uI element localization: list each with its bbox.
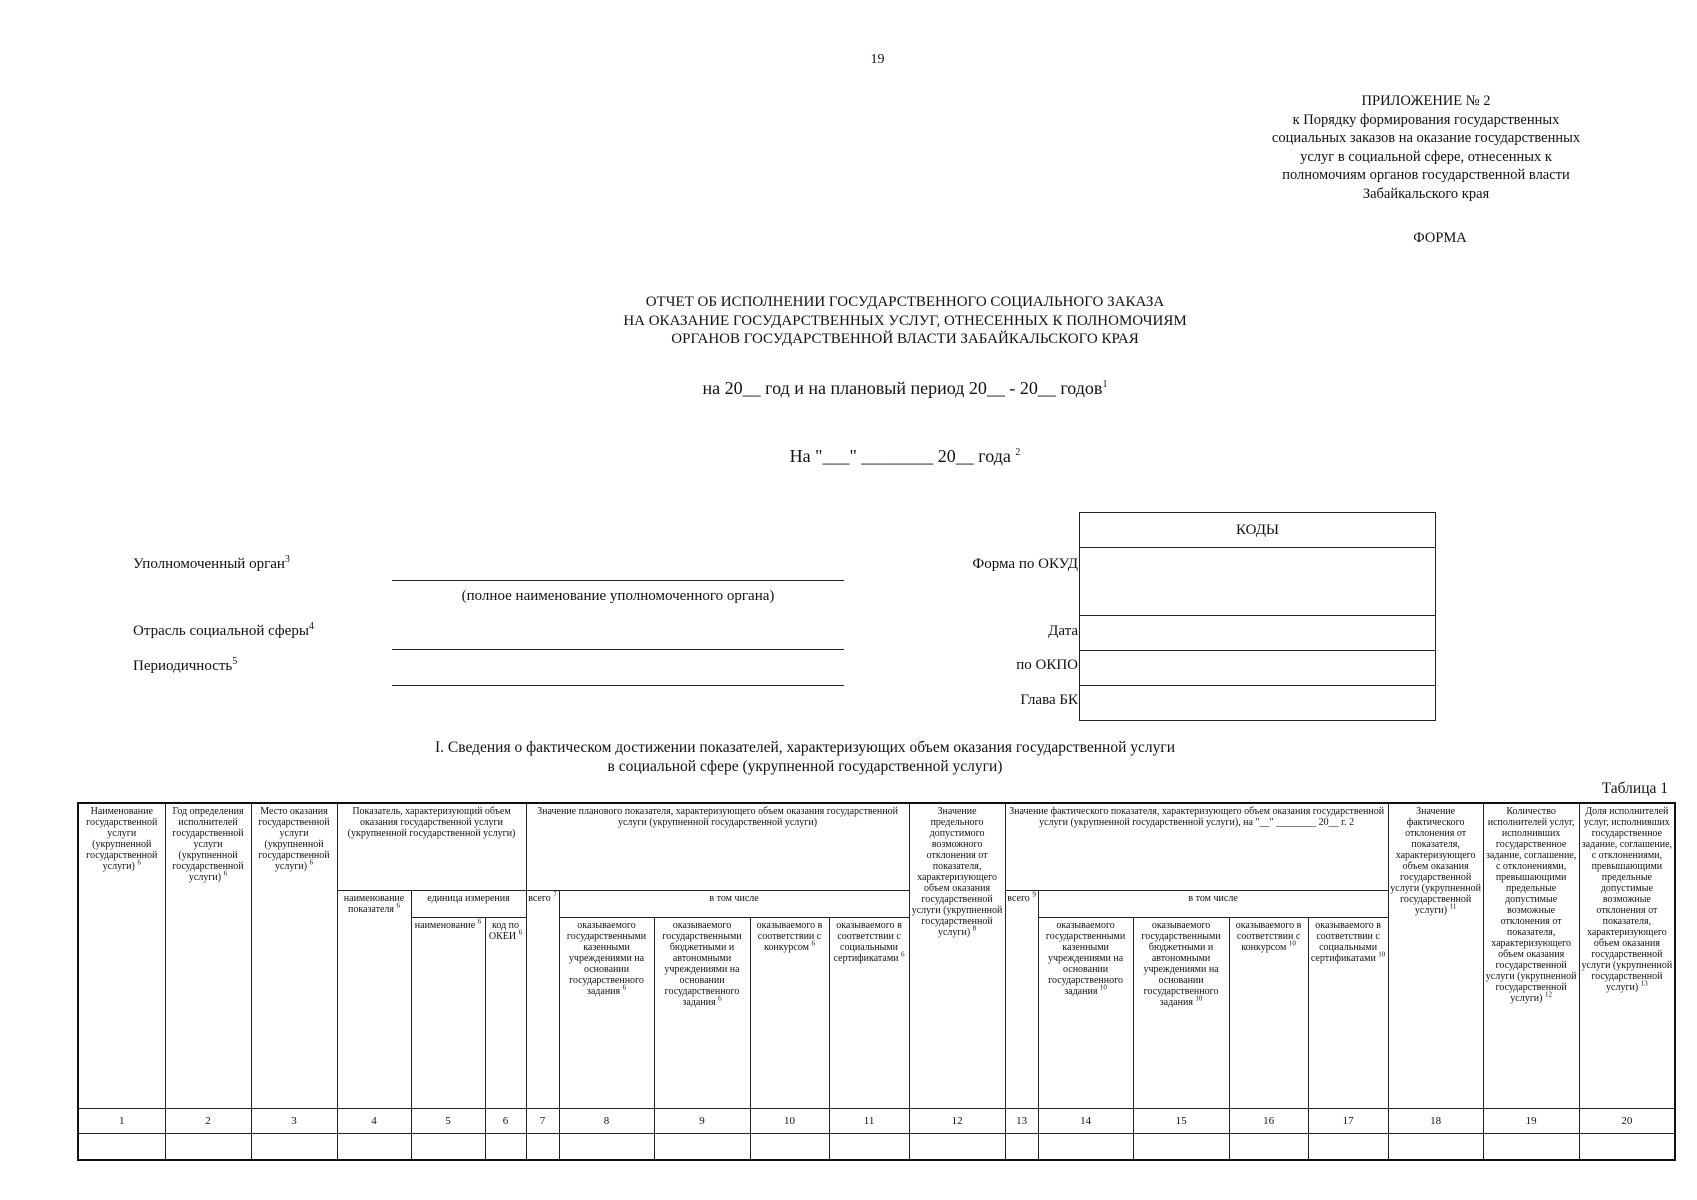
report-title-line: НА ОКАЗАНИЕ ГОСУДАРСТВЕННЫХ УСЛУГ, ОТНЕСЕННЫХ К ПОЛНОМОЧИЯМ [623, 312, 1187, 329]
table-label: Таблица 1 [1601, 780, 1668, 797]
bk-code-cell[interactable] [1080, 686, 1436, 721]
form-label: ФОРМА [1413, 230, 1467, 246]
okud-code-cell[interactable] [1080, 548, 1436, 616]
social-sector-field[interactable] [392, 648, 844, 650]
okpo-code-cell[interactable] [1080, 651, 1436, 686]
table-cell[interactable] [1038, 1134, 1133, 1161]
column-number: 1 [78, 1109, 165, 1134]
column-number: 12 [909, 1109, 1005, 1134]
table-cell[interactable] [750, 1134, 829, 1161]
appendix-line: Забайкальского края [1362, 185, 1490, 202]
header-cell: Наименование государственной услуги (укрупненной государственной услуги) $^6$ [78, 803, 165, 1109]
column-number: 14 [1038, 1109, 1133, 1134]
header-cell: Количество исполнителей услуг, исполнивших государственное задание, соглашение, с отклонениями, превышающими предельные допустимые возможные отклонения от показателя, характеризующего объем оказания государственной услуги (укрупненной государственной услуги) $^{12}$ [1483, 803, 1579, 1109]
section-title [300, 739, 1310, 776]
table-row [78, 1134, 1675, 1161]
authorized-body-field[interactable] [392, 579, 844, 581]
codes-table [1079, 512, 1436, 721]
column-number: 15 [1133, 1109, 1229, 1134]
appendix-block [1230, 92, 1622, 203]
table-cell[interactable] [411, 1134, 485, 1161]
column-number: 7 [526, 1109, 559, 1134]
report-title-line: ОТЧЕТ ОБ ИСПОЛНЕНИИ ГОСУДАРСТВЕННОГО СОЦИАЛЬНОГО ЗАКАЗА [645, 294, 1165, 310]
header-cell: оказываемого в соответствии с социальными сертификатами $^{10}$ [1308, 918, 1388, 1109]
column-number: 6 [485, 1109, 526, 1134]
header-cell: Доля исполнителей услуг, исполнивших государственное задание, соглашение, с отклонениями, превышающими предельные допустимые возможные отклонения от показателя, характеризующего объем оказания государственной услуги (укрупненной государственной услуги) $^{13}$ [1579, 803, 1675, 1109]
table-cell[interactable] [78, 1134, 165, 1161]
section-title-line: I. Сведения о фактическом достижении показателей, характеризующих объем оказания государственной услуги [434, 739, 1176, 756]
column-number: 11 [829, 1109, 909, 1134]
header-cell: Показатель, характеризующий объем оказания государственной услуги (укрупненной государственной услуги) [337, 803, 526, 891]
codes-header: КОДЫ [1080, 513, 1436, 548]
table-cell[interactable] [1133, 1134, 1229, 1161]
header-cell: в том числе [559, 891, 909, 918]
date-code-cell[interactable] [1080, 616, 1436, 651]
table-cell[interactable] [654, 1134, 750, 1161]
header-cell: оказываемого государственными бюджетными и автономными учреждениями на основании государственного задания $^6$ [654, 918, 750, 1109]
appendix-line: услуг в социальной сфере, отнесенных к [1300, 148, 1552, 165]
column-number: 13 [1005, 1109, 1038, 1134]
header-cell: всего $^9$ [1005, 891, 1038, 1109]
header-cell: наименование $^6$ [411, 918, 485, 1109]
header-cell: Год определения исполнителей государственной услуги (укрупненной государственной услуги) $^6$ [165, 803, 251, 1109]
table-cell[interactable] [909, 1134, 1005, 1161]
periodicity-field[interactable] [392, 684, 844, 686]
header-cell: в том числе [1038, 891, 1388, 918]
table-cell[interactable] [1308, 1134, 1388, 1161]
header-cell: Значение предельного допустимого возможного отклонения от показателя, характеризующего объем оказания государственной услуги (укрупненной государственной услуги) $^8$ [909, 803, 1005, 1109]
column-number-row [78, 1109, 1675, 1134]
header-cell: оказываемого государственными бюджетными и автономными учреждениями на основании государственного задания $^{10}$ [1133, 918, 1229, 1109]
column-number: 5 [411, 1109, 485, 1134]
column-number: 19 [1483, 1109, 1579, 1134]
appendix-line: полномочиям органов государственной власти [1282, 167, 1570, 183]
authorized-body-label: Уполномоченный орган$^3$ [133, 554, 290, 572]
column-number: 10 [750, 1109, 829, 1134]
column-number: 9 [654, 1109, 750, 1134]
appendix-title: ПРИЛОЖЕНИЕ № 2 [1361, 93, 1491, 109]
okpo-label: по ОКПО [1016, 657, 1078, 673]
column-number: 2 [165, 1109, 251, 1134]
table-cell[interactable] [337, 1134, 411, 1161]
social-sector-label: Отрасль социальной сферы$^4$ [133, 621, 314, 639]
appendix-line: социальных заказов на оказание государственных [1271, 130, 1581, 146]
header-cell: наименование показателя $^6$ [337, 891, 411, 1109]
periodicity-label: Периодичность$^5$ [133, 656, 238, 674]
date-label: Дата [1048, 623, 1078, 639]
bk-chapter-label: Глава БК [1020, 692, 1078, 708]
page-number: 19 [870, 52, 885, 67]
column-number: 16 [1229, 1109, 1308, 1134]
footnote-ref: 1 [1102, 379, 1108, 390]
column-number: 3 [251, 1109, 337, 1134]
authorized-body-caption: (полное наименование уполномоченного органа) [461, 588, 775, 604]
as-of-text: На "___" ________ 20__ года [789, 446, 1011, 466]
header-cell: оказываемого государственными казенными учреждениями на основании государственного задания $^6$ [559, 918, 654, 1109]
period-text: на 20__ год и на плановый период 20__ - 20__ годов [702, 378, 1103, 398]
header-cell: Значение фактического отклонения от показателя, характеризующего объем оказания государственной услуги (укрупненной государственной услуги) $^{11}$ [1388, 803, 1483, 1109]
table-cell[interactable] [559, 1134, 654, 1161]
table-cell[interactable] [1483, 1134, 1579, 1161]
header-cell: оказываемого в соответствии с социальными сертификатами $^6$ [829, 918, 909, 1109]
header-cell: оказываемого в соответствии с конкурсом $^{10}$ [1229, 918, 1308, 1109]
column-number: 4 [337, 1109, 411, 1134]
report-title [400, 293, 1410, 349]
indicators-table [77, 802, 1676, 1161]
header-cell: оказываемого в соответствии с конкурсом $^6$ [750, 918, 829, 1109]
table-cell[interactable] [829, 1134, 909, 1161]
table-cell[interactable] [1229, 1134, 1308, 1161]
table-cell[interactable] [526, 1134, 559, 1161]
appendix-line: к Порядку формирования государственных [1292, 111, 1560, 128]
table-cell[interactable] [1579, 1134, 1675, 1161]
column-number: 20 [1579, 1109, 1675, 1134]
table-cell[interactable] [1388, 1134, 1483, 1161]
header-cell: Значение планового показателя, характеризующего объем оказания государственной услуги (укрупненной государственной услуги) [526, 803, 909, 891]
period-line [400, 378, 1410, 399]
table-cell[interactable] [1005, 1134, 1038, 1161]
table-cell[interactable] [251, 1134, 337, 1161]
footnote-ref: 2 [1015, 447, 1021, 458]
as-of-line [400, 446, 1410, 467]
column-number: 18 [1388, 1109, 1483, 1134]
header-cell: Место оказания государственной услуги (укрупненной государственной услуги) $^6$ [251, 803, 337, 1109]
report-title-line: ОРГАНОВ ГОСУДАРСТВЕННОЙ ВЛАСТИ ЗАБАЙКАЛЬСКОГО КРАЯ [671, 331, 1139, 347]
column-number: 8 [559, 1109, 654, 1134]
header-cell: код по ОКЕИ $^6$ [485, 918, 526, 1109]
table-cell[interactable] [165, 1134, 251, 1161]
table-cell[interactable] [485, 1134, 526, 1161]
section-title-line: в социальной сфере (укрупненной государственной услуги) [607, 757, 1003, 775]
header-cell: всего $^7$ [526, 891, 559, 1109]
header-cell: Значение фактического показателя, характеризующего объем оказания государственной услуги (укрупненной государственной услуги), на "__" ________ 20__ г. 2 [1005, 803, 1388, 891]
header-cell: единица измерения [411, 891, 526, 918]
column-number: 17 [1308, 1109, 1388, 1134]
okud-label: Форма по ОКУД [972, 556, 1078, 572]
header-cell: оказываемого государственными казенными учреждениями на основании государственного задания $^{10}$ [1038, 918, 1133, 1109]
